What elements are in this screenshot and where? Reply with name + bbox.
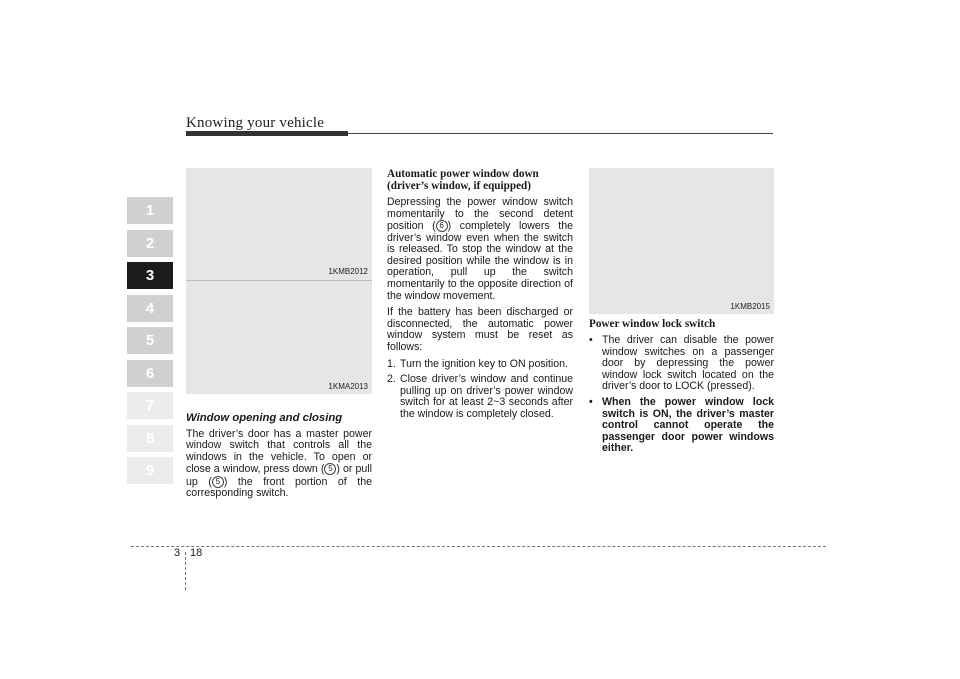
right-figure xyxy=(589,168,774,314)
reset-steps-list xyxy=(387,359,573,421)
auto-down-paragraph: Depressing the power window switch momentarily to the second detent position ( 6 ) completely lowers the driver’s window even when the switch is released. To stop the window at the desired position while the window is in operation, pull up the switch momentarily to the opposite direction of the window movement. xyxy=(387,196,573,302)
chapter-tab-9[interactable]: 9 xyxy=(127,457,173,484)
lock-switch-list xyxy=(589,335,774,455)
section-heading-auto-down: Automatic power window down (driver’s window, if equipped) xyxy=(387,168,539,192)
section-heading-window-opening: Window opening and closing xyxy=(186,412,343,424)
footer-chapter-number: 3 xyxy=(174,547,181,559)
chapter-tab-2[interactable]: 2 xyxy=(127,230,173,257)
chapter-tab-1[interactable]: 1 xyxy=(127,197,173,224)
chapter-tab-8[interactable]: 8 xyxy=(127,425,173,452)
header-accent-bar xyxy=(186,131,348,136)
list-item: 1. Turn the ignition key to ON position. xyxy=(387,357,569,370)
chapter-tab-4[interactable]: 4 xyxy=(127,295,173,322)
chapter-tab-6[interactable]: 6 xyxy=(127,360,173,387)
figure-code-right: 1KMB2015 xyxy=(730,302,770,311)
circled-number-5: 5 xyxy=(324,463,336,475)
chapter-tab-5[interactable]: 5 xyxy=(127,327,173,354)
circled-number-5: 5 xyxy=(212,476,224,488)
figure-code-top: 1KMB2012 xyxy=(328,267,368,276)
circled-number-6: 6 xyxy=(436,220,448,232)
window-opening-paragraph: The driver’s door has a master power window switch that controls all the windows in the vehicle. To open or close a window, press down ( 5 ) or pull up ( 5 ) the front portion of the corresponding switch. xyxy=(186,427,372,500)
footer-dashed-rule xyxy=(131,546,826,547)
right-column xyxy=(589,318,774,460)
left-column xyxy=(186,413,372,505)
footer-page-number: 18 xyxy=(190,547,203,559)
middle-column xyxy=(387,168,573,425)
chapter-tab-3[interactable]: 3 xyxy=(127,262,173,289)
list-item: • The driver can disable the power window switches on a passenger door by depressing the power window lock switch located on the driver’s door to LOCK (pressed). xyxy=(589,334,774,393)
list-item: 2. Close driver’s window and continue pulling up on driver’s power window switch for at least 2~3 seconds after the window is completely closed. xyxy=(387,373,573,420)
page-header-title: Knowing your vehicle xyxy=(186,115,325,131)
figure-code-bottom: 1KMA2013 xyxy=(328,382,368,391)
chapter-tab-list xyxy=(127,197,173,490)
section-heading-lock-switch: Power window lock switch xyxy=(589,318,716,330)
list-item: • When the power window lock switch is ON, the driver’s master control cannot operate the passenger door power windows either. xyxy=(589,395,774,455)
figure-divider xyxy=(186,280,372,281)
footer-vertical-rule xyxy=(185,552,186,590)
left-figure xyxy=(186,168,372,394)
reset-intro-paragraph: If the battery has been discharged or disconnected, the automatic power window system must be reset as follows: xyxy=(387,306,573,353)
chapter-tab-7[interactable]: 7 xyxy=(127,392,173,419)
